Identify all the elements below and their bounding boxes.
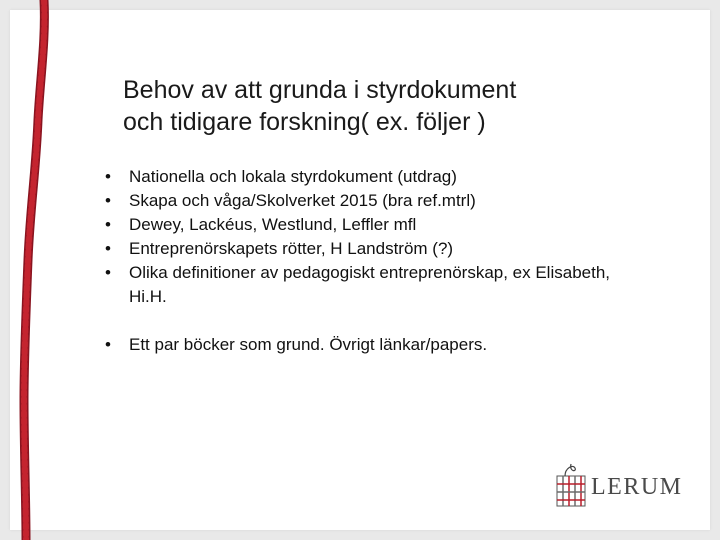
title-line-2: och tidigare forskning( ex. följer ): [123, 108, 486, 136]
bullet-item: • Nationella och lokala styrdokument (utdrag): [105, 165, 645, 189]
bullet-item: • Dewey, Lackéus, Westlund, Leffler mfl: [105, 213, 645, 237]
bullet-item: • Ett par böcker som grund. Övrigt länkar/papers.: [105, 333, 645, 357]
slide-title: [123, 74, 683, 138]
bullet-list: [105, 165, 645, 357]
lerum-crest-icon: [555, 462, 589, 510]
bullet-item: • Skapa och våga/Skolverket 2015 (bra ref.mtrl): [105, 189, 645, 213]
title-line-1: Behov av att grunda i styrdokument: [123, 76, 517, 104]
logo-wordmark: LERUM: [591, 474, 683, 500]
lerum-logo: [555, 462, 685, 510]
bullet-item: • Entreprenörskapets rötter, H Landström (?): [105, 237, 645, 261]
red-rope-decoration: [0, 0, 70, 540]
bullet-item: • Olika definitioner av pedagogiskt entreprenörskap, ex Elisabeth, Hi.H.: [105, 261, 645, 309]
